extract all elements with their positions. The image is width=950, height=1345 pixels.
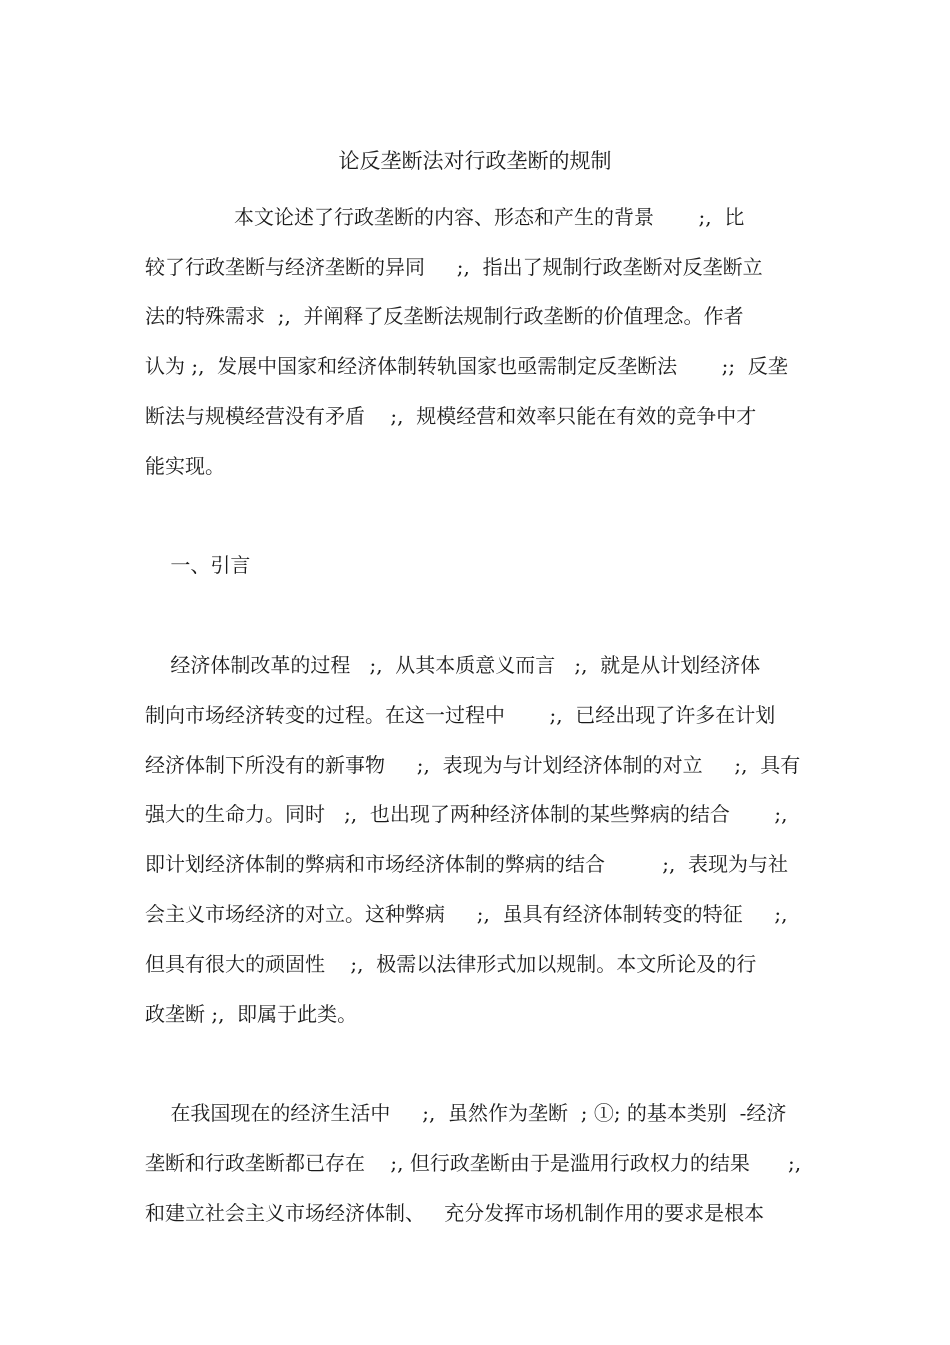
section-heading: 一、引言 xyxy=(145,553,251,577)
paragraph-line: 即计划经济体制的弊病和市场经济体制的弊病的结合 ;, 表现为与社 xyxy=(145,852,789,876)
paragraph-line: 和建立社会主义市场经济体制、 充分发挥市场机制作用的要求是根本 xyxy=(145,1201,765,1225)
abstract-line: 较了行政垄断与经济垄断的异同 ;, 指出了规制行政垄断对反垄断立 xyxy=(145,255,763,279)
paragraph-line: 政垄断 ;, 即属于此类。 xyxy=(145,1002,358,1026)
paragraph-line: 强大的生命力。同时 ;, 也出现了两种经济体制的某些弊病的结合 ;, xyxy=(145,802,788,826)
paragraph-line: 垄断和行政垄断都已存在 ;, 但行政垄断由于是滥用行政权力的结果 ;, xyxy=(145,1151,802,1175)
abstract-line: 能实现。 xyxy=(145,454,225,478)
paragraph-line: 会主义市场经济的对立。这种弊病 ;, 虽具有经济体制转变的特征 ;, xyxy=(145,902,788,926)
document-title: 论反垄断法对行政垄断的规制 xyxy=(338,149,612,173)
abstract-line: 法的特殊需求 ;, 并阐释了反垄断法规制行政垄断的价值理念。作者 xyxy=(145,304,744,328)
abstract-line: 本文论述了行政垄断的内容、形态和产生的背景 ;, 比 xyxy=(145,205,745,229)
paragraph-line: 但具有很大的顽固性 ;, 极需以法律形式加以规制。本文所论及的行 xyxy=(145,952,757,976)
paragraph-line: 在我国现在的经济生活中 ;, 虽然作为垄断 ; ①; 的基本类别 -经济 xyxy=(145,1101,787,1125)
paragraph-line: 经济体制改革的过程 ;, 从其本质意义而言 ;, 就是从计划经济体 xyxy=(145,653,761,677)
abstract-line: 认为 ;, 发展中国家和经济体制转轨国家也亟需制定反垄断法 ;; 反垄 xyxy=(145,354,788,378)
paragraph-line: 制向市场经济转变的过程。在这一过程中 ;, 已经出现了许多在计划 xyxy=(145,703,776,727)
paragraph-line: 经济体制下所没有的新事物 ;, 表现为与计划经济体制的对立 ;, 具有 xyxy=(145,753,801,777)
abstract-line: 断法与规模经营没有矛盾 ;, 规模经营和效率只能在有效的竞争中才 xyxy=(145,404,757,428)
